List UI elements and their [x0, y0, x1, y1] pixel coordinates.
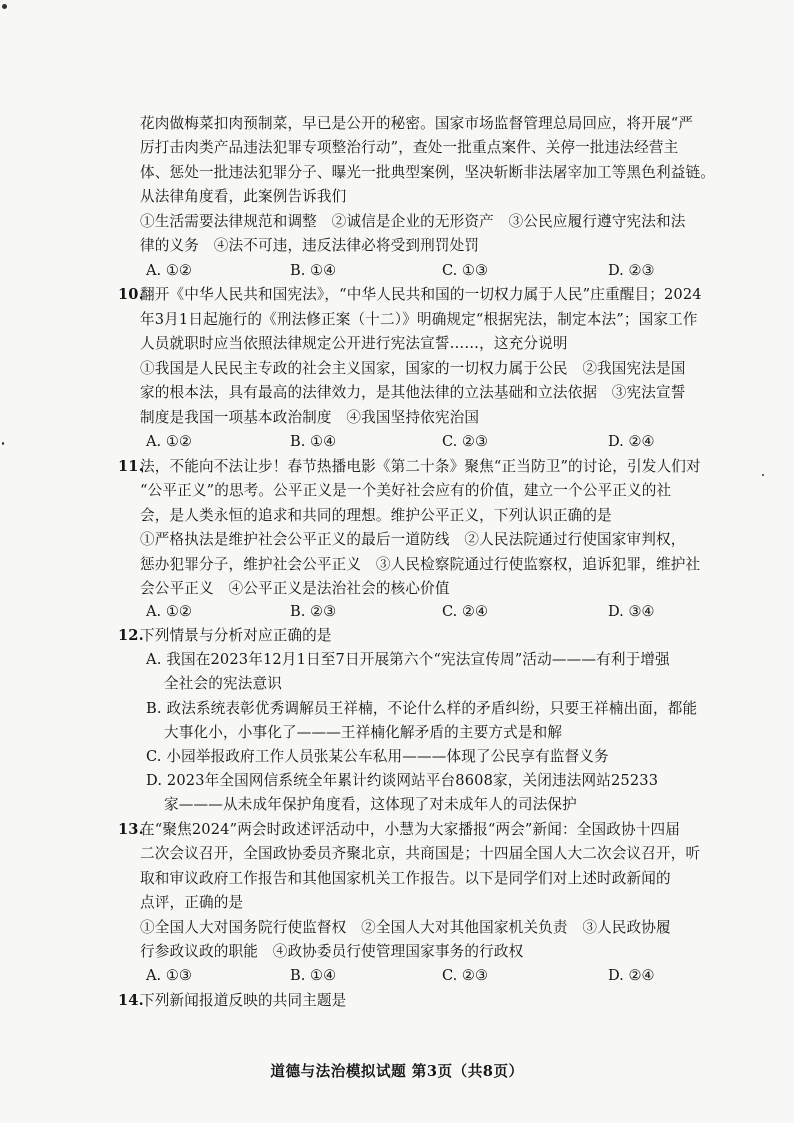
- q13-line: 取和审议政府工作报告和其他国家机关工作报告。以下是同学们对上述时政新闻的: [140, 870, 671, 887]
- q13-option-c: C. ②③: [442, 967, 489, 984]
- scan-speck: [2, 442, 4, 445]
- q9-option-d: D. ②③: [608, 262, 655, 279]
- q13-line: 在“聚焦2024”两会时政述评活动中，小慧为大家播报“两会”新闻：全国政协十四届: [140, 821, 680, 838]
- q9-line: 厉打击肉类产品违法犯罪专项整治行动”，查处一批重点案件、关停一批违法经营主: [140, 139, 679, 156]
- q12-choice-d: D. 2023年全国网信系统全年累计约谈网站平台8608家，关闭违法网站25233: [146, 772, 659, 789]
- q11-option-b: B. ②③: [290, 603, 337, 620]
- q10-option-d: D. ②④: [608, 433, 655, 450]
- q14-number: 14.: [118, 992, 144, 1009]
- q13-line: 行参政议政的职能 ④政协委员行使管理国家事务的行政权: [140, 943, 524, 960]
- q11-line: “公平正义”的思考。公平正义是一个美好社会应有的价值，建立一个公平正义的社: [140, 482, 672, 499]
- q12-stem: 下列情景与分析对应正确的是: [140, 627, 332, 644]
- q12-choice-b: B. 政法系统表彰优秀调解员王祥楠，不论什么样的矛盾纠纷，只要王祥楠出面，都能: [146, 700, 698, 717]
- q13-number: 13.: [118, 821, 144, 838]
- q10-line: 翻开《中华人民共和国宪法》，“中华人民共和国的一切权力属于人民”庄重醒目；2024: [140, 286, 702, 303]
- q12-choice-a: A. 我国在2023年12月1日至7日开展第六个“宪法宣传周”活动———有利于增强: [146, 651, 670, 668]
- q9-line: 体、惩处一批违法犯罪分子、曝光一批典型案例，坚决斩断非法屠宰加工等黑色利益链。: [140, 164, 716, 181]
- q10-line: 人员就职时应当依照法律规定公开进行宪法宣誓……，这充分说明: [140, 335, 568, 352]
- q11-option-d: D. ③④: [608, 603, 655, 620]
- q9-option-b: B. ①④: [290, 262, 337, 279]
- scan-speck: [762, 474, 764, 476]
- q11-line: 会，是人类永恒的追求和共同的理想。维护公平正义，下列认识正确的是: [140, 507, 612, 524]
- q10-number: 10.: [118, 286, 144, 303]
- q10-option-c: C. ②③: [442, 433, 489, 450]
- q13-line: 二次会议召开，全国政协委员齐聚北京，共商国是；十四届全国人大二次会议召开，听: [140, 845, 701, 862]
- q10-option-a: A. ①②: [146, 433, 192, 450]
- q13-line: 点评，正确的是: [140, 894, 244, 911]
- q13-line: ①全国人大对国务院行使监督权 ②全国人大对其他国家机关负责 ③人民政协履: [140, 919, 671, 936]
- q13-option-d: D. ②④: [608, 967, 655, 984]
- q12-number: 12.: [118, 627, 144, 644]
- page-footer: 道德与法治模拟试题 第3页（共8页）: [270, 1063, 524, 1080]
- q11-line: 法，不能向不法让步！春节热播电影《第二十条》聚焦“正当防卫”的讨论，引发人们对: [140, 458, 701, 475]
- scan-speck: [2, 4, 7, 9]
- q10-option-b: B. ①④: [290, 433, 337, 450]
- q9-line: 花肉做梅菜扣肉预制菜，早已是公开的秘密。国家市场监督管理总局回应，将开展“严: [140, 115, 694, 132]
- q11-line: ①严格执法是维护社会公平正义的最后一道防线 ②人民法院通过行使国家审判权，: [140, 531, 686, 548]
- q12-choice-a-cont: 全社会的宪法意识: [164, 675, 282, 692]
- q11-option-c: C. ②④: [442, 603, 489, 620]
- q9-option-c: C. ①③: [442, 262, 489, 279]
- q12-choice-d-cont: 家———从未成年保护角度看，这体现了对未成年人的司法保护: [164, 796, 577, 813]
- q11-option-a: A. ①②: [146, 603, 192, 620]
- q10-line: 制度是我国一项基本政治制度 ④我国坚持依宪治国: [140, 409, 480, 426]
- q10-line: 家的根本法，具有最高的法律效力，是其他法律的立法基础和立法依据 ③宪法宣誓: [140, 384, 686, 401]
- q9-line: 从法律角度看，此案例告诉我们: [140, 188, 347, 205]
- q10-line: 年3月1日起施行的《刑法修正案（十二）》明确规定“根据宪法，制定本法”；国家工作: [140, 311, 698, 328]
- q9-option-a: A. ①②: [146, 262, 192, 279]
- q11-line: 会公平正义 ④公平正义是法治社会的核心价值: [140, 580, 450, 597]
- q11-number: 11.: [118, 458, 144, 475]
- q9-line: ①生活需要法律规范和调整 ②诚信是企业的无形资产 ③公民应履行遵守宪法和法: [140, 213, 686, 230]
- q13-option-a: A. ①③: [146, 967, 192, 984]
- q12-choice-c: C. 小园举报政府工作人员张某公车私用———体现了公民享有监督义务: [146, 748, 609, 765]
- q10-line: ①我国是人民民主专政的社会主义国家，国家的一切权力属于公民 ②我国宪法是国: [140, 360, 686, 377]
- q14-stem: 下列新闻报道反映的共同主题是: [140, 992, 347, 1009]
- q9-line: 律的义务 ④法不可违，违反法律必将受到刑罚处罚: [140, 237, 480, 254]
- q12-choice-b-cont: 大事化小，小事化了———王祥楠化解矛盾的主要方式是和解: [164, 724, 563, 741]
- q13-option-b: B. ①④: [290, 967, 337, 984]
- q11-line: 惩办犯罪分子，维护社会公平正义 ③人民检察院通过行使监察权，追诉犯罪，维护社: [140, 556, 701, 573]
